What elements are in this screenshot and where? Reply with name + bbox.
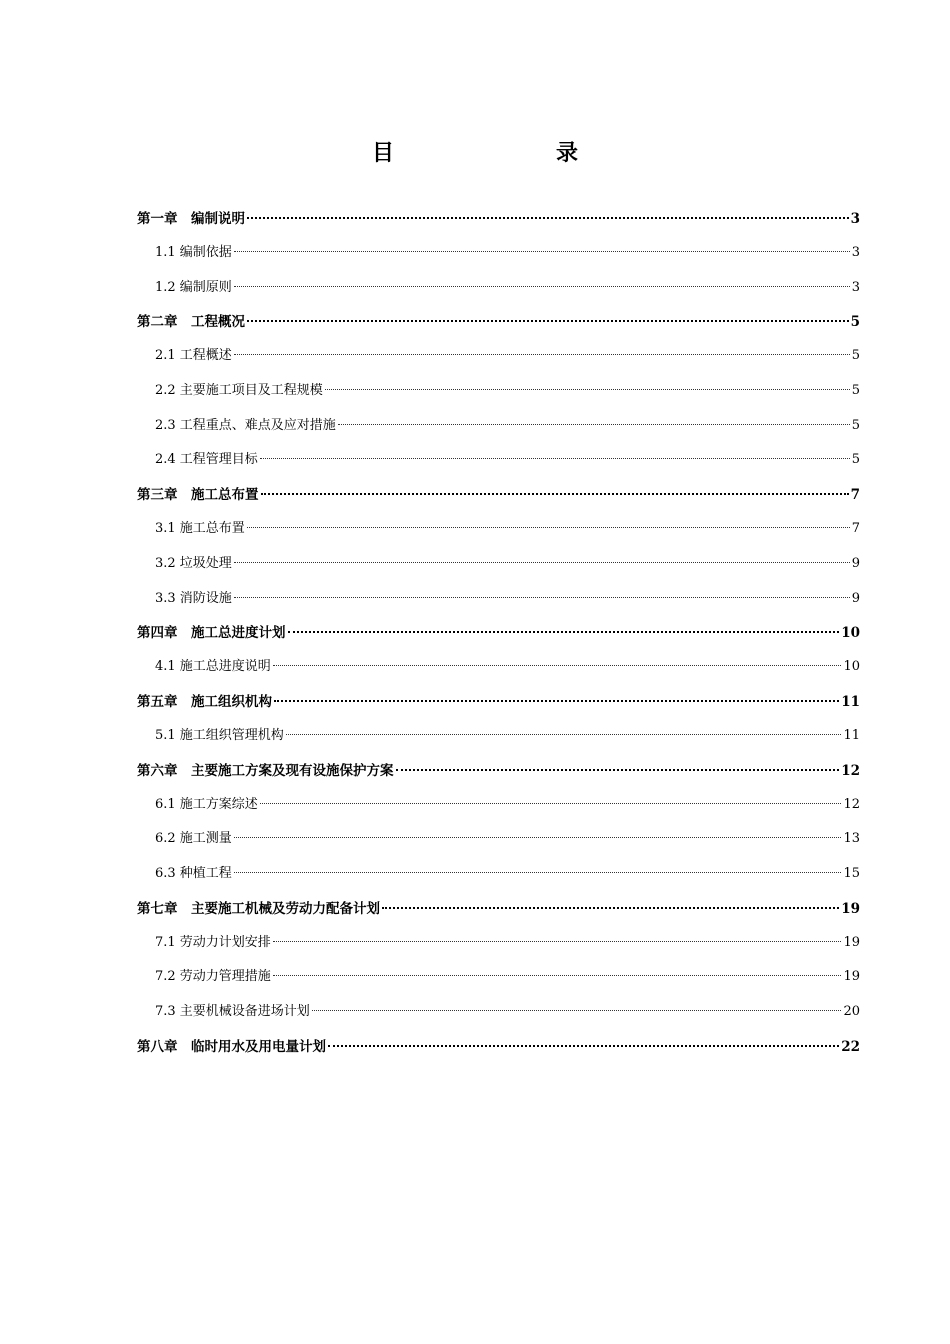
toc-entry-label: 第四章 施工总进度计划: [137, 625, 286, 642]
toc-entry-label: 第七章 主要施工机械及劳动力配备计划: [137, 900, 380, 917]
toc-dot-leader: [234, 562, 850, 563]
toc-dot-leader: [234, 354, 850, 355]
toc-entry-label: 3.2 垃圾处理: [155, 555, 232, 571]
toc-entry-label: 1.2 编制原则: [155, 279, 232, 295]
toc-page-number: 5: [851, 452, 860, 468]
table-of-contents: [137, 195, 860, 1071]
toc-chapter-entry[interactable]: [137, 899, 860, 919]
toc-entry-label: 第三章 施工总布置: [137, 487, 259, 504]
toc-page-number: 9: [851, 590, 860, 606]
toc-entry-label: 1.1 编制依据: [155, 245, 232, 260]
toc-entry-label: 6.3 种植工程: [155, 865, 232, 881]
toc-dot-leader: [396, 769, 840, 771]
toc-dot-leader: [338, 424, 850, 425]
toc-entry-label: 第二章 工程概况: [137, 314, 245, 331]
toc-page-number: 5: [851, 383, 860, 399]
toc-section-entry[interactable]: [137, 589, 860, 609]
toc-dot-leader: [247, 320, 849, 322]
toc-section-entry[interactable]: [137, 346, 860, 366]
toc-section-entry[interactable]: [137, 278, 860, 298]
toc-section-entry[interactable]: [137, 795, 860, 815]
toc-section-entry[interactable]: [137, 416, 860, 436]
toc-page-number: 9: [851, 555, 860, 571]
toc-entry-label: 第五章 施工组织机构: [137, 693, 272, 710]
toc-page-number: 3: [851, 245, 860, 260]
toc-section-entry[interactable]: [137, 933, 860, 953]
toc-entry-label: 第一章 编制说明: [137, 211, 245, 227]
toc-page-number: 5: [850, 314, 860, 331]
toc-section-entry[interactable]: [137, 519, 860, 539]
toc-chapter-entry[interactable]: [137, 209, 860, 229]
toc-entry-label: 2.3 工程重点、难点及应对措施: [155, 417, 336, 433]
toc-dot-leader: [234, 837, 842, 838]
toc-dot-leader: [234, 286, 850, 287]
toc-dot-leader: [260, 803, 842, 804]
toc-page-number: 5: [851, 417, 860, 433]
toc-entry-label: 7.2 劳动力管理措施: [155, 969, 271, 985]
toc-page-number: 12: [841, 762, 860, 779]
toc-page-number: 11: [843, 727, 860, 743]
toc-dot-leader: [273, 941, 842, 942]
toc-section-entry[interactable]: [137, 967, 860, 987]
toc-chapter-entry[interactable]: [137, 312, 860, 332]
toc-page-number: 20: [843, 1004, 860, 1019]
toc-chapter-entry[interactable]: [137, 1037, 860, 1057]
toc-dot-leader: [247, 217, 849, 219]
toc-page-number: 7: [850, 487, 860, 504]
toc-entry-label: 2.2 主要施工项目及工程规模: [155, 383, 323, 399]
toc-page-number: 7: [851, 521, 860, 537]
toc-section-entry[interactable]: [137, 450, 860, 470]
toc-entry-label: 2.1 工程概述: [155, 348, 232, 364]
toc-page-number: 13: [843, 831, 860, 847]
toc-dot-leader: [382, 907, 839, 909]
toc-section-entry[interactable]: [137, 657, 860, 677]
toc-page-number: 19: [843, 934, 860, 950]
toc-entry-label: 4.1 施工总进度说明: [155, 659, 271, 675]
toc-dot-leader: [234, 597, 850, 598]
toc-page-number: 12: [843, 796, 860, 812]
toc-section-entry[interactable]: [137, 381, 860, 401]
toc-entry-label: 6.2 施工测量: [155, 831, 232, 847]
toc-chapter-entry[interactable]: [137, 761, 860, 781]
toc-chapter-entry[interactable]: [137, 623, 860, 643]
toc-page-number: 19: [843, 969, 860, 985]
toc-dot-leader: [325, 389, 850, 390]
toc-entry-label: 7.3 主要机械设备进场计划: [155, 1004, 310, 1019]
toc-page-number: 3: [851, 279, 860, 295]
toc-chapter-entry[interactable]: [137, 692, 860, 712]
toc-dot-leader: [247, 527, 850, 528]
toc-page-number: 5: [851, 348, 860, 364]
toc-page-number: 15: [843, 865, 860, 881]
toc-entry-label: 5.1 施工组织管理机构: [155, 727, 284, 743]
toc-section-entry[interactable]: [137, 726, 860, 746]
toc-chapter-entry[interactable]: [137, 485, 860, 505]
toc-section-entry[interactable]: [137, 864, 860, 884]
toc-entry-label: 3.3 消防设施: [155, 590, 232, 606]
toc-dot-leader: [273, 665, 842, 666]
toc-dot-leader: [234, 251, 850, 252]
toc-page-number: 22: [841, 1038, 860, 1055]
toc-section-entry[interactable]: [137, 554, 860, 574]
toc-dot-leader: [286, 734, 842, 735]
toc-dot-leader: [274, 700, 839, 702]
toc-dot-leader: [261, 493, 849, 495]
toc-dot-leader: [288, 631, 840, 633]
toc-dot-leader: [328, 1045, 839, 1047]
toc-page-number: 11: [841, 693, 860, 710]
toc-dot-leader: [312, 1010, 842, 1011]
toc-entry-label: 2.4 工程管理目标: [155, 452, 258, 468]
toc-section-entry[interactable]: [137, 1002, 860, 1022]
toc-dot-leader: [260, 458, 850, 459]
toc-page-number: 10: [841, 625, 860, 642]
toc-section-entry[interactable]: [137, 243, 860, 263]
toc-entry-label: 6.1 施工方案综述: [155, 796, 258, 812]
toc-dot-leader: [234, 872, 842, 873]
toc-section-entry[interactable]: [137, 829, 860, 849]
toc-entry-label: 7.1 劳动力计划安排: [155, 934, 271, 950]
toc-page-number: 19: [841, 900, 860, 917]
toc-dot-leader: [273, 975, 842, 976]
toc-entry-label: 第六章 主要施工方案及现有设施保护方案: [137, 762, 394, 779]
toc-title: 目 录: [371, 140, 648, 166]
toc-entry-label: 3.1 施工总布置: [155, 521, 245, 537]
toc-entry-label: 第八章 临时用水及用电量计划: [137, 1038, 326, 1055]
toc-page-number: 3: [850, 211, 860, 227]
toc-page-number: 10: [843, 659, 860, 675]
